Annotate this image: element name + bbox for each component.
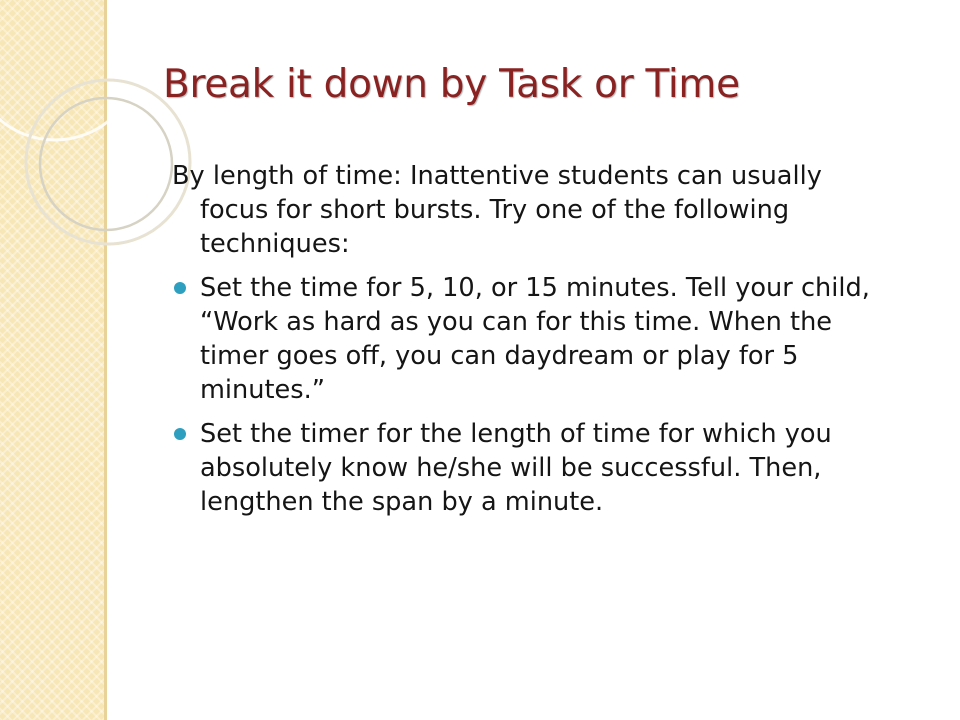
ornament-circle-small [40, 98, 172, 230]
bullet-text: Set the time for 5, 10, or 15 minutes. Tell your child, “Work as hard as you can for this time. When the timer goes off, you can daydream or play for 5 minutes.” [200, 273, 870, 405]
bullet-text: Set the timer for the length of time for which you absolutely know he/she will be successful. Then, lengthen the span by a minute. [200, 419, 832, 517]
slide-title: Break it down by Task or Time [163, 62, 740, 107]
bullet-list [172, 271, 872, 519]
ornament-circle-large [0, 0, 140, 140]
bullet-dot-icon [174, 282, 186, 294]
bullet-item [172, 271, 872, 407]
bullet-item [172, 417, 872, 519]
bullet-dot-icon [174, 428, 186, 440]
intro-paragraph: By length of time: Inattentive students can usually focus for short bursts. Try one of the following techniques: [172, 161, 822, 259]
slide-body [172, 159, 872, 529]
